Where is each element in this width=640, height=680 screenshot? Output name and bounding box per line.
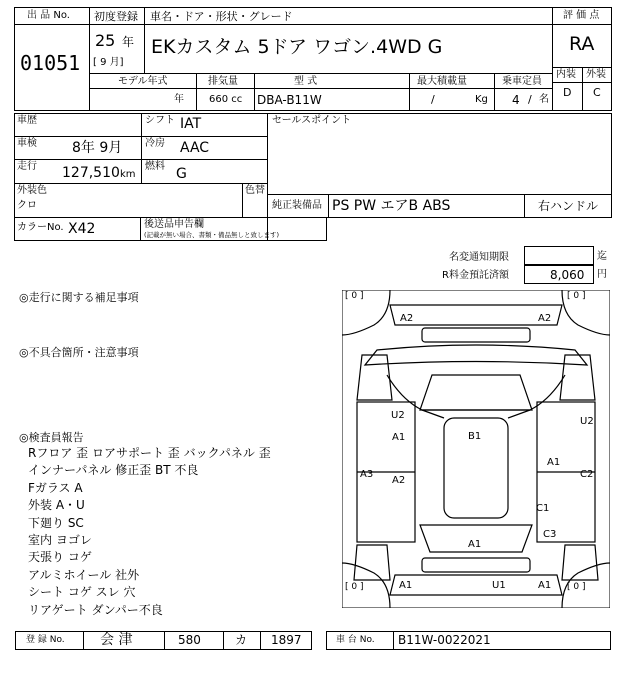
capacity-label: 乗車定員 [502, 76, 542, 87]
fuel-label: 燃料 [145, 161, 165, 172]
damage-right-upper: U2 [580, 416, 594, 427]
inspector-title: ◎検査員報告 [19, 431, 84, 444]
inspector-line: リアゲート ダンパー不良 [28, 602, 163, 617]
shaken-value: 8年 9月 [72, 140, 123, 156]
damage-right-c3: C3 [543, 529, 557, 540]
inspector-line: シート コゲ スレ 穴 [28, 585, 136, 600]
fuel-value: G [176, 166, 187, 182]
diagram-labels [342, 290, 610, 608]
corner-br-label: [ 0 ] [567, 582, 586, 592]
max-load-label: 最大積載量 [417, 76, 467, 87]
color-change-label: 色替 [245, 185, 265, 196]
sales-point-label: セールスポイント [272, 115, 352, 126]
interior-score: D [563, 86, 572, 99]
corner-tr-label: [ 0 ] [567, 291, 586, 301]
color-no-label: カラーNo. [17, 222, 64, 233]
aftermarket-label: 後送品申告欄 [144, 219, 204, 230]
footer-reg [15, 631, 312, 650]
equipment-value: PS PW エアB ABS [332, 198, 451, 214]
model-year-unit: 年 [174, 94, 184, 105]
reg-number: 1897 [271, 633, 302, 647]
corner-tl-label: [ 0 ] [345, 291, 364, 301]
header-table [14, 7, 612, 111]
inspector-line: 天張り コゲ [28, 550, 92, 565]
type-label: 型 式 [294, 76, 318, 87]
exterior-label: 外装 [586, 69, 606, 80]
damage-front-left: A2 [400, 313, 414, 324]
recycle-unit: 円 [597, 269, 607, 280]
name-change-box [524, 246, 594, 265]
chassis-label: 車 台 No. [336, 635, 375, 645]
inspector-line: 室内 ヨゴレ [28, 533, 92, 547]
inspector-line: Fガラス A [28, 480, 83, 495]
damage-left-lower: A2 [392, 475, 406, 486]
damage-right-lower: C2 [580, 469, 594, 480]
first-reg-year-unit: 年 [122, 35, 135, 49]
displacement-label: 排気量 [208, 76, 238, 87]
max-load-unit: Kg [475, 94, 488, 105]
name-change-label: 名変通知期限 [449, 252, 509, 263]
car-name: EKカスタム 5ドア ワゴン.4WD G [151, 36, 443, 58]
details-table [14, 113, 612, 241]
exterior-color-label: 外装色 [17, 185, 47, 196]
recycle-value: 8,060 [550, 268, 585, 282]
exterior-color-value: クロ [17, 200, 37, 211]
corner-bl-label: [ 0 ] [345, 582, 364, 592]
shift-label: シフト [145, 115, 175, 126]
reg-class: 580 [178, 633, 201, 647]
inspector-line: インナーパネル 修正歪 BT 不良 [28, 463, 199, 478]
exterior-score: C [593, 86, 601, 99]
aftermarket-note: (記載が無い場合、書類・備品無しと致します) [144, 231, 280, 239]
color-no-value: X42 [68, 221, 96, 237]
interior-label: 内装 [556, 69, 576, 80]
shaken-label: 車検 [17, 138, 37, 149]
max-load-slash: / [431, 93, 435, 106]
driving-notes-title: ◎走行に関する補足事項 [19, 291, 139, 304]
capacity-slash: / [528, 93, 532, 106]
lot-no-label: 出 品 No. [27, 10, 70, 21]
history-label: 車歴 [17, 115, 37, 126]
damage-right-mid: A1 [547, 457, 561, 468]
deadline-section [430, 246, 610, 286]
mileage-label: 走行 [17, 161, 37, 172]
capacity-value: 4 [512, 93, 520, 107]
damage-bumper-center: U1 [492, 580, 506, 591]
first-reg-label: 初度登録 [94, 10, 138, 23]
recycle-label: R料金預託済額 [442, 270, 509, 281]
damage-left-upper: U2 [391, 410, 405, 421]
chassis-value: B11W-0022021 [398, 633, 491, 647]
mileage-unit: km [120, 169, 136, 180]
lot-no: 01051 [20, 51, 81, 75]
damage-roof: B1 [468, 431, 482, 442]
type-value: DBA-B11W [257, 93, 322, 107]
damage-right-c1: C1 [536, 503, 550, 514]
name-change-unit: 迄 [597, 251, 607, 262]
damage-rear-center: A1 [468, 539, 482, 550]
inspector-line: 下廻り SC [28, 515, 84, 530]
damage-front-right: A2 [538, 313, 552, 324]
score-value: RA [569, 33, 595, 55]
first-reg-year: 25 [95, 31, 116, 50]
inspector-line: アルミホイール 社外 [28, 567, 140, 582]
ac-value: AAC [180, 140, 210, 156]
steering-value: 右ハンドル [538, 199, 599, 213]
model-year-label: モデル年式 [118, 76, 168, 87]
ac-label: 冷房 [145, 138, 165, 149]
capacity-unit: 名 [539, 94, 549, 105]
footer-chassis [326, 631, 611, 650]
damage-left-side: A3 [360, 469, 374, 480]
model-header: 車名・ドア・形状・グレード [150, 10, 293, 23]
mileage-value: 127,510 [62, 165, 120, 181]
damage-left-mid: A1 [392, 432, 406, 443]
displacement-value: 660 cc [209, 94, 243, 105]
inspector-line: 外装 A・U [28, 498, 85, 513]
defects-title: ◎不具合箇所・注意事項 [19, 346, 139, 359]
reg-kana: カ [235, 633, 248, 647]
score-label: 評 価 点 [563, 10, 600, 21]
first-reg-month: [ 9 月] [93, 57, 124, 68]
damage-bumper-right: A1 [538, 580, 552, 591]
inspector-line: Rフロア 歪 ロアサポート 歪 バックパネル 歪 [28, 446, 271, 460]
reg-area: 会 津 [100, 632, 133, 648]
reg-no-label: 登 録 No. [26, 635, 65, 645]
shift-value: IAT [180, 116, 202, 132]
damage-bumper-left: A1 [399, 580, 413, 591]
equipment-label: 純正装備品 [272, 200, 322, 211]
